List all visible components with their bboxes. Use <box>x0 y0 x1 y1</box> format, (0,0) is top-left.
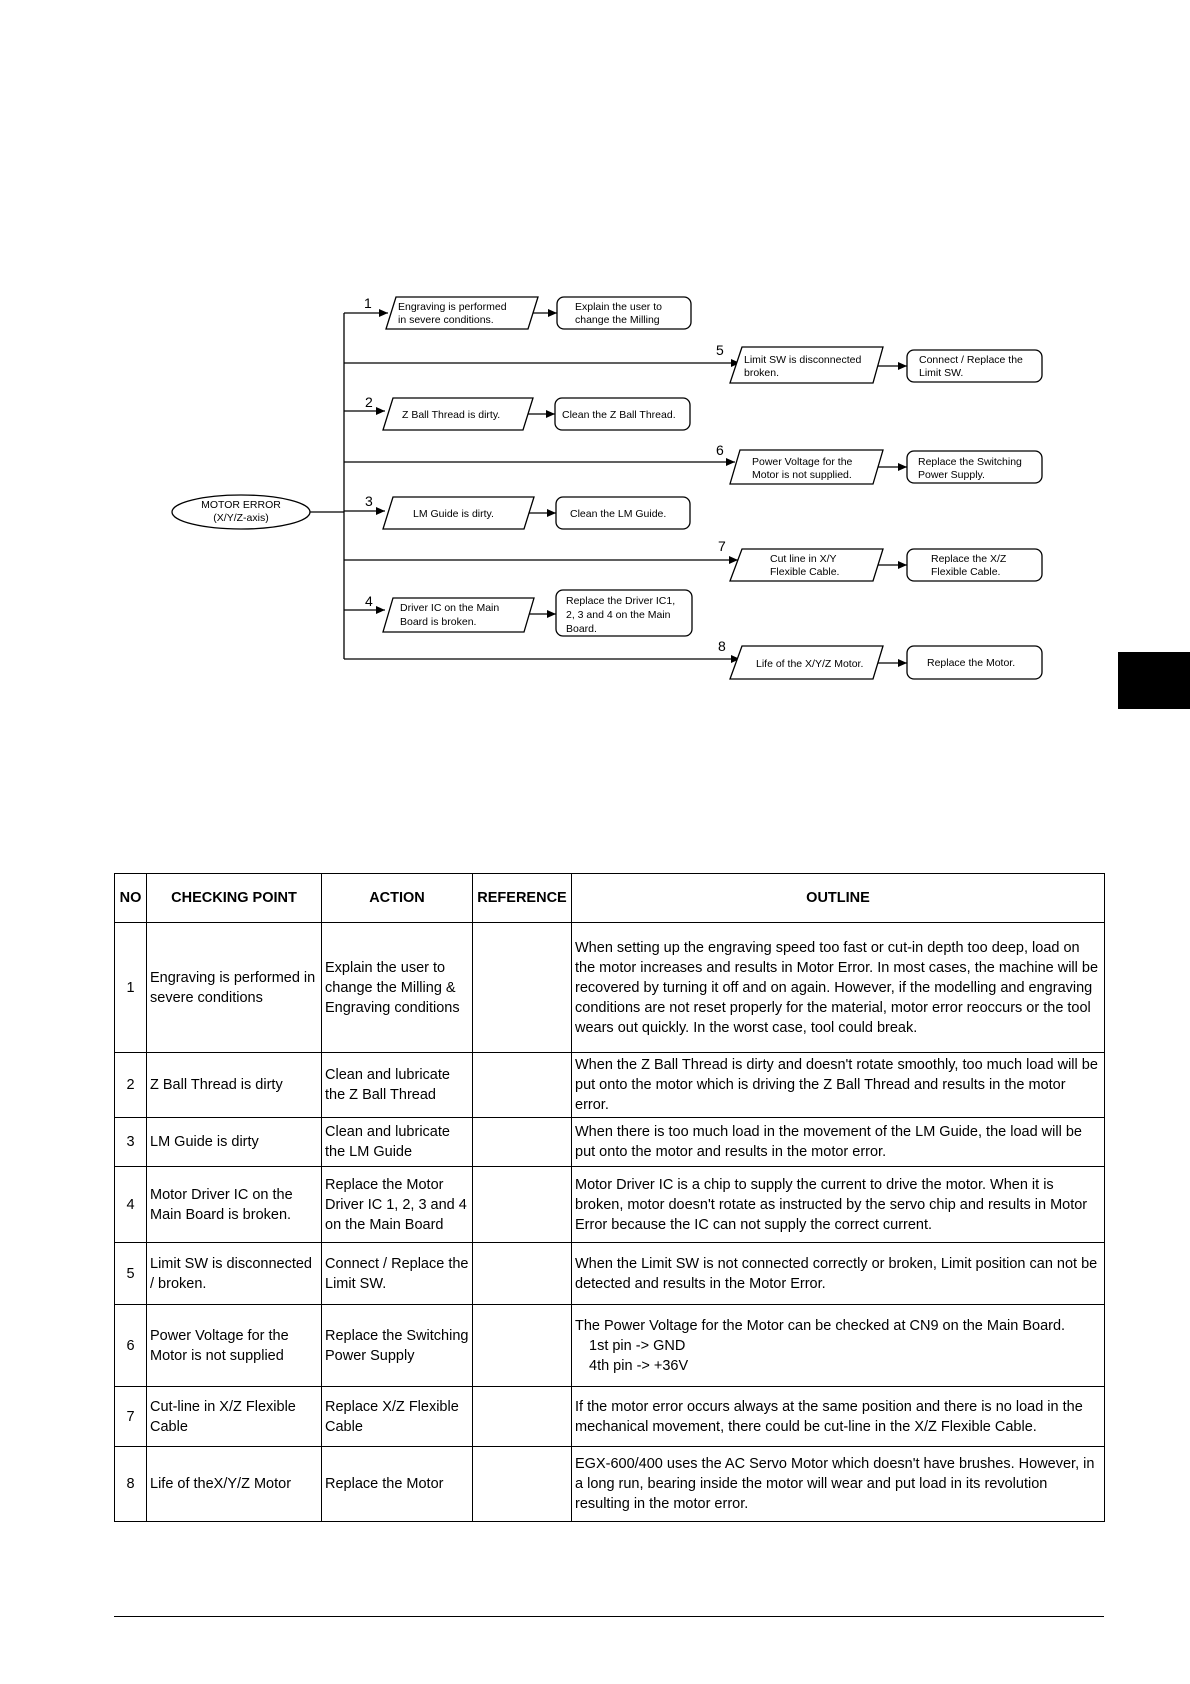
row-no: 3 <box>115 1118 147 1167</box>
svg-text:LM Guide is dirty.: LM Guide is dirty. <box>413 508 494 520</box>
table-row <box>115 1447 1105 1522</box>
row-reference <box>473 1447 572 1522</box>
section-tab-marker <box>1118 652 1190 709</box>
table-row <box>115 1167 1105 1243</box>
row-outline: When setting up the engraving speed too fast or cut-in depth too deep, load on the motor increases and results in Motor Error. In most cases, the machine will be recovered by turning it off and on again. However, if the modelling and engraving conditions are not reset properly for the material, motor error reoccurs or the tool wears out quickly. In the worst case, tool could break. <box>572 923 1105 1053</box>
outline-text: The Power Voltage for the Motor can be checked at CN9 on the Main Board. <box>575 1317 1066 1334</box>
row-reference <box>473 1167 572 1243</box>
cause-box-7 <box>730 549 883 581</box>
row-action: Explain the user to change the Milling & Engraving conditions <box>322 923 473 1053</box>
row-checking-point: Life of theX/Y/Z Motor <box>147 1447 322 1522</box>
row-outline: If the motor error occurs always at the same position and there is no load in the mechanical movement, there could be cut-line in the X/Z Flexible Cable. <box>572 1387 1105 1447</box>
row-reference <box>473 1387 572 1447</box>
cause-box-3 <box>383 497 534 529</box>
table-row <box>115 1243 1105 1305</box>
row-no: 4 <box>115 1167 147 1243</box>
row-outline: When there is too much load in the movement of the LM Guide, the load will be put onto the motor and results in the motor error. <box>572 1118 1105 1167</box>
row-checking-point: Power Voltage for the Motor is not supplied <box>147 1305 322 1387</box>
svg-text:MOTOR ERROR: MOTOR ERROR <box>201 499 281 511</box>
svg-text:Power Voltage for the: Power Voltage for the <box>752 456 853 468</box>
table-row <box>115 1118 1105 1167</box>
row-outline: When the Limit SW is not connected correctly or broken, Limit position can not be detected and results in the Motor Error. <box>572 1243 1105 1305</box>
branch-number-5: 5 <box>716 342 724 358</box>
svg-text:Clean the Z Ball Thread.: Clean the Z Ball Thread. <box>562 409 676 421</box>
svg-text:Board is broken.: Board is broken. <box>400 616 477 628</box>
cause-box-6 <box>730 450 883 484</box>
table-row <box>115 1387 1105 1447</box>
outline-pin-4: 4th pin -> +36V <box>589 1357 689 1374</box>
cause-box-5 <box>730 347 883 383</box>
branch-number-1: 1 <box>364 295 372 311</box>
row-outline: EGX-600/400 uses the AC Servo Motor which doesn't have brushes. However, in a long run, bearing inside the motor will wear and put load in its revolution resulting in the motor error. <box>572 1447 1105 1522</box>
row-no: 8 <box>115 1447 147 1522</box>
row-reference <box>473 1053 572 1118</box>
svg-text:Replace the X/Z: Replace the X/Z <box>931 553 1007 565</box>
action-box-2 <box>555 398 690 430</box>
cause-box-1 <box>386 297 538 329</box>
svg-text:Connect / Replace the: Connect / Replace the <box>919 354 1023 366</box>
branch-number-2: 2 <box>365 394 373 410</box>
action-box-1 <box>557 297 691 329</box>
outline-pin-1: 1st pin -> GND <box>589 1337 686 1354</box>
checking-points-table <box>114 873 1105 1522</box>
table-row <box>115 1305 1105 1387</box>
row-outline: Motor Driver IC is a chip to supply the current to drive the motor. When it is broken, motor doesn't rotate as instructed by the servo chip and results in Motor Error because the IC can not supply the correct current. <box>572 1167 1105 1243</box>
svg-text:Cut line in X/Y: Cut line in X/Y <box>770 553 837 565</box>
row-no: 5 <box>115 1243 147 1305</box>
row-action: Replace the Switching Power Supply <box>322 1305 473 1387</box>
table-header-row <box>115 874 1105 923</box>
row-action: Replace X/Z Flexible Cable <box>322 1387 473 1447</box>
table-row <box>115 923 1105 1053</box>
header-outline: OUTLINE <box>572 874 1105 923</box>
row-action: Clean and lubricate the Z Ball Thread <box>322 1053 473 1118</box>
row-outline: When the Z Ball Thread is dirty and doesn't rotate smoothly, too much load will be put onto the motor which is driving the Z Ball Thread and results in the motor error. <box>572 1053 1105 1118</box>
svg-text:broken.: broken. <box>744 367 780 379</box>
row-checking-point: Cut-line in X/Z Flexible Cable <box>147 1387 322 1447</box>
row-checking-point: Engraving is performed in severe conditions <box>147 923 322 1053</box>
row-reference <box>473 923 572 1053</box>
svg-text:in severe conditions.: in severe conditions. <box>398 314 494 326</box>
row-action: Clean and lubricate the LM Guide <box>322 1118 473 1167</box>
header-checking-point: CHECKING POINT <box>147 874 322 923</box>
row-no: 7 <box>115 1387 147 1447</box>
svg-text:Limit SW.: Limit SW. <box>919 367 964 379</box>
row-reference <box>473 1118 572 1167</box>
branch-number-3: 3 <box>365 493 373 509</box>
branch-number-4: 4 <box>365 593 373 609</box>
header-no: NO <box>115 874 147 923</box>
svg-text:Replace the Switching: Replace the Switching <box>918 456 1022 468</box>
cause-box-4 <box>383 598 534 632</box>
row-no: 2 <box>115 1053 147 1118</box>
action-box-8 <box>907 646 1042 679</box>
troubleshooting-flowchart <box>0 0 1190 720</box>
action-box-7 <box>907 549 1042 581</box>
branch-number-8: 8 <box>718 638 726 654</box>
row-action: Replace the Motor <box>322 1447 473 1522</box>
svg-text:Board.: Board. <box>566 623 597 635</box>
footer-rule <box>114 1616 1104 1617</box>
branch-number-7: 7 <box>718 538 726 554</box>
action-box-4 <box>556 590 692 636</box>
svg-text:Flexible Cable.: Flexible Cable. <box>770 566 840 578</box>
svg-text:Driver IC on the Main: Driver IC on the Main <box>400 602 500 614</box>
row-action: Replace the Motor Driver IC 1, 2, 3 and 4 on the Main Board <box>322 1167 473 1243</box>
row-checking-point: Z Ball Thread is dirty <box>147 1053 322 1118</box>
svg-text:(X/Y/Z-axis): (X/Y/Z-axis) <box>213 512 269 524</box>
table-row <box>115 1053 1105 1118</box>
row-no: 6 <box>115 1305 147 1387</box>
svg-text:Motor is not supplied.: Motor is not supplied. <box>752 469 852 481</box>
row-checking-point: Limit SW is disconnected / broken. <box>147 1243 322 1305</box>
svg-text:Explain the user to: Explain the user to <box>575 301 662 313</box>
row-no: 1 <box>115 923 147 1053</box>
row-checking-point: Motor Driver IC on the Main Board is broken. <box>147 1167 322 1243</box>
svg-text:Limit SW is disconnected: Limit SW is disconnected <box>744 354 862 366</box>
row-reference <box>473 1305 572 1387</box>
cause-box-2 <box>383 398 533 430</box>
row-action: Connect / Replace the Limit SW. <box>322 1243 473 1305</box>
svg-text:Z Ball Thread is dirty.: Z Ball Thread is dirty. <box>402 409 501 421</box>
svg-text:change the Milling: change the Milling <box>575 314 660 326</box>
action-box-3 <box>556 497 690 529</box>
svg-text:Power Supply.: Power Supply. <box>918 469 985 481</box>
motor-error-start-node <box>172 495 310 529</box>
svg-text:Life of the X/Y/Z Motor.: Life of the X/Y/Z Motor. <box>756 658 864 670</box>
svg-text:Engraving is performed: Engraving is performed <box>398 301 507 313</box>
svg-text:Replace the Driver IC1,: Replace the Driver IC1, <box>566 595 676 607</box>
svg-text:Clean the LM Guide.: Clean the LM Guide. <box>570 508 667 520</box>
action-box-6 <box>907 451 1042 483</box>
row-outline <box>572 1305 1105 1387</box>
header-reference: REFERENCE <box>473 874 572 923</box>
branch-number-6: 6 <box>716 442 724 458</box>
header-action: ACTION <box>322 874 473 923</box>
svg-text:2, 3 and 4 on the Main: 2, 3 and 4 on the Main <box>566 609 671 621</box>
svg-text:Replace the Motor.: Replace the Motor. <box>927 657 1016 669</box>
svg-text:Flexible Cable.: Flexible Cable. <box>931 566 1001 578</box>
action-box-5 <box>907 350 1042 382</box>
cause-box-8 <box>730 646 883 679</box>
row-reference <box>473 1243 572 1305</box>
row-checking-point: LM Guide is dirty <box>147 1118 322 1167</box>
